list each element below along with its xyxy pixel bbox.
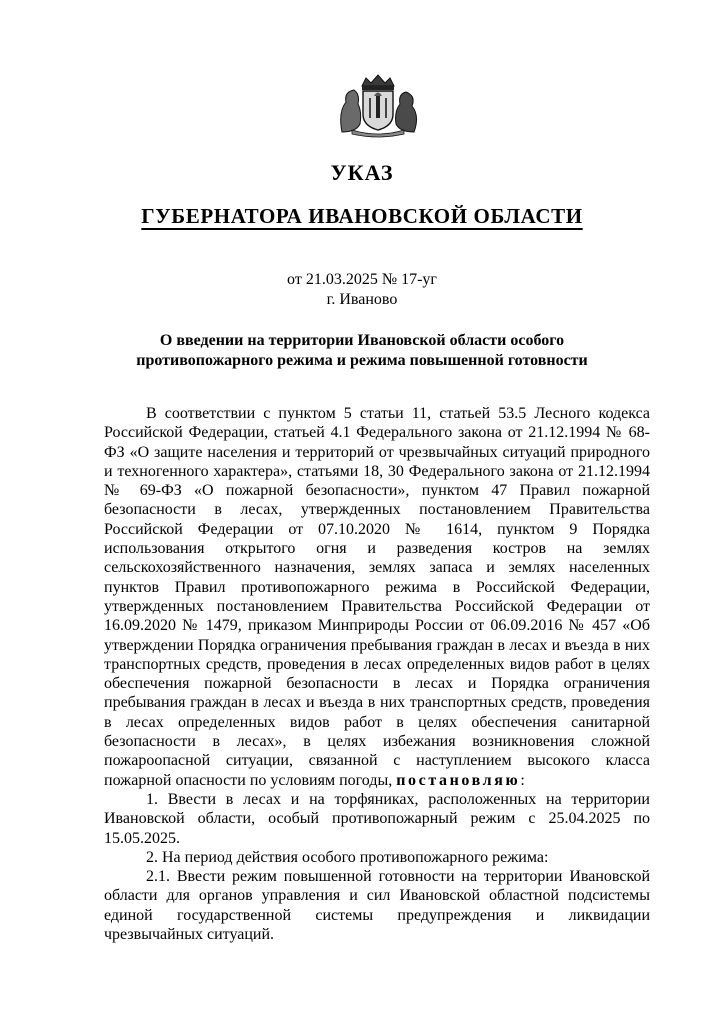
issuer-text: ГУБЕРНАТОРА ИВАНОВСКОЙ ОБЛАСТИ xyxy=(141,204,583,228)
document-meta xyxy=(0,270,724,310)
date-number: от 21.03.2025 № 17-уг xyxy=(287,271,437,288)
ivanovo-coat-of-arms-icon xyxy=(332,72,424,138)
title-line-1: О введении на территории Ивановской области особого xyxy=(159,332,565,349)
item-2-1-paragraph: 2.1. Ввести режим повышенной готовности на территории Ивановской области для органов управления и сил Ивановской областной подсистемы единой государственной системы предупреждения и ликвидации чрезвычайных ситуаций. xyxy=(104,868,650,944)
document-body xyxy=(104,404,650,944)
title-line-2: противопожарного режима и режима повышенной готовности xyxy=(136,352,588,369)
place: г. Иваново xyxy=(326,291,398,308)
decree-word: постановляю xyxy=(396,771,521,789)
issuer-heading xyxy=(0,203,724,229)
item-1-paragraph: 1. Ввести в лесах и на торфяниках, расположенных на территории Ивановской области, особый противопожарный режим с 25.04.2025 по 15.05.2025. xyxy=(104,790,650,847)
document-title xyxy=(0,331,724,371)
decree-colon: : xyxy=(520,771,525,789)
preamble-text: В соответствии с пунктом 5 статьи 11, статьей 53.5 Лесного кодекса Российской Федерации, статьей 4.1 Федерального закона от 21.12.1994 № 68-ФЗ «О защите населения и территорий от чрезвычайных ситуаций природного и техногенного характера», статьями 18, 30 Федерального закона от 21.12.1994 № 69-ФЗ «О пожарной безопасности», пунктом 47 Правил пожарной безопасности в лесах, утвержденных постановлением Правительства Российской Федерации от 07.10.2020 № 1614, пунктом 9 Порядка использования открытого огня и разведения костров на землях сельскохозяйственного назначения, землях запаса и землях населенных пунктов Правил противопожарного режима в Российской Федерации, утвержденных постановлением Правительства Российской Федерации от 16.09.2020 № 1479, приказом Минприроды России от 06.09.2016 № 457 «Об утверждении Порядка ограничения пребывания граждан в лесах и въезда в них транспортных средств, проведения в лесах определенных видов работ в целях обеспечения пожарной безопасности в лесах и Порядка ограничения пребывания граждан в лесах и въезда в них транспортных средств, проведения в лесах определенных видов работ в целях обеспечения санитарной безопасности в лесах», в целях избежания возникновения сложной пожароопасной ситуации, связанной с наступлением высокого класса пожарной опасности по условиям погоды, xyxy=(104,405,650,789)
preamble-paragraph xyxy=(104,404,650,790)
document-type-heading: УКАЗ xyxy=(330,160,394,185)
item-2-paragraph: 2. На период действия особого противопожарного режима: xyxy=(146,848,549,866)
